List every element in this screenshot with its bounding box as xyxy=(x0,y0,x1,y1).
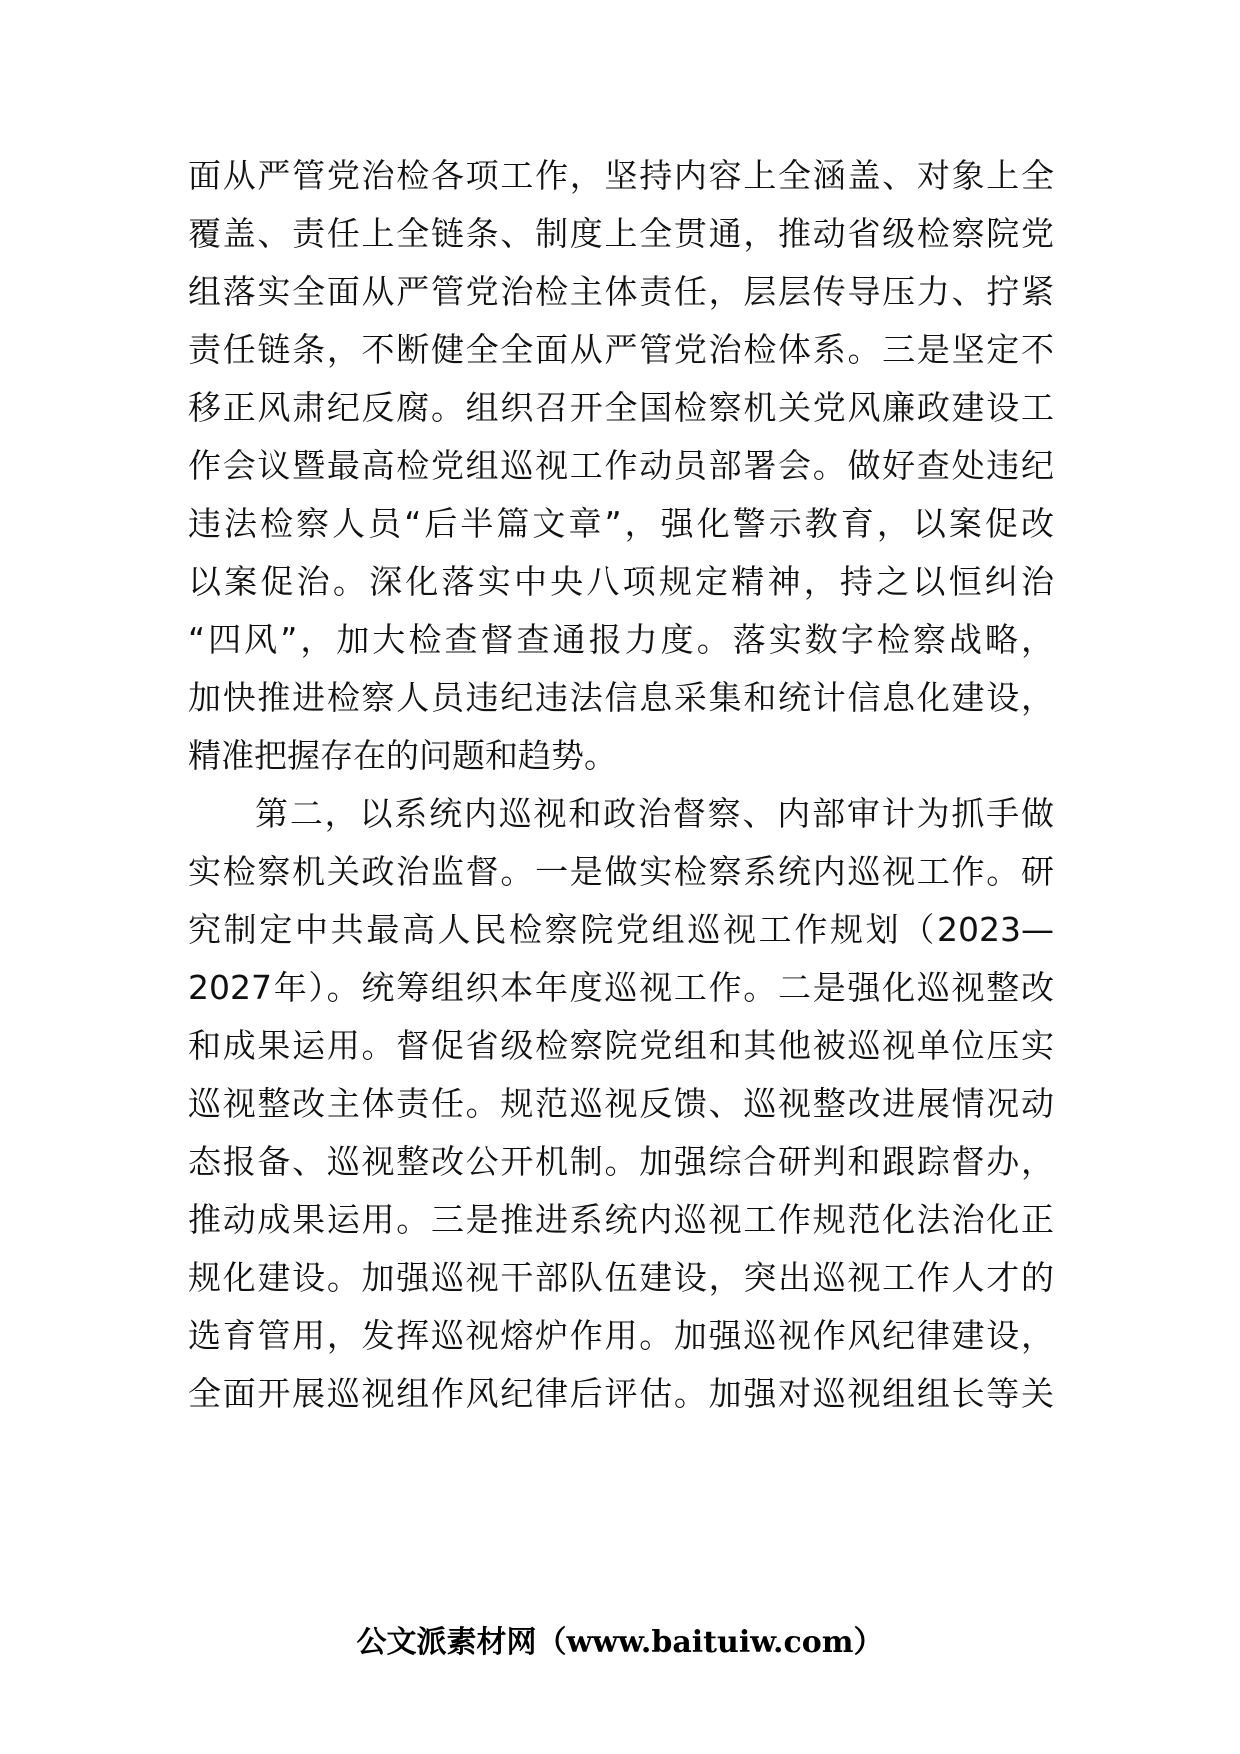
body-line-21: 选育管用，发挥巡视熔炉作用。加强巡视作风纪律建设， xyxy=(188,1316,1054,1355)
body-line-18: 态报备、巡视整改公开机制。加强综合研判和跟踪督办， xyxy=(188,1142,1054,1181)
body-line-6: 作会议暨最高检党组巡视工作动员部署会。做好查处违纪 xyxy=(188,446,1054,485)
body-line-9: “四风”，加大检查督查通报力度。落实数字检察战略， xyxy=(188,620,1054,659)
body-line-8: 以案促治。深化落实中央八项规定精神，持之以恒纠治 xyxy=(188,562,1054,601)
body-line-7: 违法检察人员“后半篇文章”，强化警示教育，以案促改 xyxy=(188,504,1054,543)
body-line-1: 面从严管党治检各项工作，坚持内容上全涵盖、对象上全 xyxy=(188,156,1054,195)
body-line-11: 精准把握存在的问题和趋势。 xyxy=(188,736,617,775)
body-line-22: 全面开展巡视组作风纪律后评估。加强对巡视组组长等关 xyxy=(188,1374,1054,1413)
body-line-16: 和成果运用。督促省级检察院党组和其他被巡视单位压实 xyxy=(188,1026,1054,1065)
footer-source-link: 公文派素材网（www.baituiw.com） xyxy=(356,1625,884,1660)
body-line-17: 巡视整改主体责任。规范巡视反馈、巡视整改进展情况动 xyxy=(188,1084,1054,1123)
body-line-5: 移正风肃纪反腐。组织召开全国检察机关党风廉政建设工 xyxy=(188,388,1054,427)
body-line-13: 实检察机关政治监督。一是做实检察系统内巡视工作。研 xyxy=(188,852,1054,891)
body-line-19: 推动成果运用。三是推进系统内巡视工作规范化法治化正 xyxy=(188,1200,1054,1239)
body-line-12: 第二，以系统内巡视和政治督察、内部审计为抓手做 xyxy=(255,794,1054,833)
body-line-10: 加快推进检察人员违纪违法信息采集和统计信息化建设， xyxy=(188,678,1054,717)
body-line-2: 覆盖、责任上全链条、制度上全贯通，推动省级检察院党 xyxy=(188,214,1054,253)
body-line-3: 组落实全面从严管党治检主体责任，层层传导压力、拧紧 xyxy=(188,272,1054,311)
body-line-4: 责任链条，不断健全全面从严管党治检体系。三是坚定不 xyxy=(188,330,1054,369)
body-line-20: 规化建设。加强巡视干部队伍建设，突出巡视工作人才的 xyxy=(188,1258,1054,1297)
body-line-15: 2027年）。统筹组织本年度巡视工作。二是强化巡视整改 xyxy=(188,968,1054,1007)
body-line-14: 究制定中共最高人民检察院党组巡视工作规划（2023— xyxy=(188,910,1054,949)
